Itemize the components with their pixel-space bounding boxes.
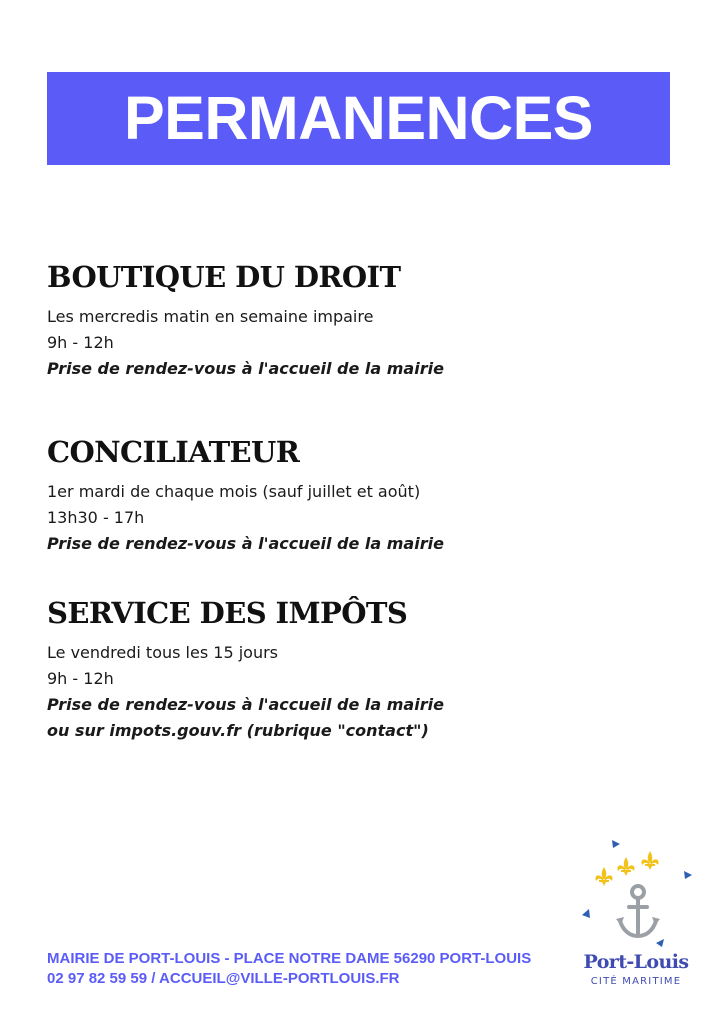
section-boutique-du-droit (47, 260, 687, 382)
schedule-days: Les mercredis matin en semaine impaire (47, 307, 374, 326)
schedule-hours: 9h - 12h (47, 669, 114, 688)
anchor-fleur-de-lis-icon (580, 835, 700, 950)
logo-name: Port-Louis (583, 951, 689, 973)
section-title: SERVICE DES IMPÔTS (47, 596, 408, 630)
section-title: BOUTIQUE DU DROIT (47, 260, 401, 294)
footer-address: MAIRIE DE PORT-LOUIS - PLACE NOTRE DAME 56290 PORT-LOUIS (47, 950, 532, 967)
section-conciliateur (47, 435, 687, 557)
title-banner (47, 72, 670, 165)
appointment-note: Prise de rendez-vous à l'accueil de la mairie (47, 359, 444, 378)
section-title: CONCILIATEUR (47, 435, 300, 469)
logo-subtitle: CITÉ MARITIME (590, 976, 682, 987)
appointment-note: Prise de rendez-vous à l'accueil de la mairie (47, 534, 444, 553)
section-service-des-impots (47, 596, 687, 744)
footer-contact (47, 949, 531, 989)
footer-phone-email: 02 97 82 59 59 / ACCUEIL@VILLE-PORTLOUIS.FR (47, 970, 400, 987)
appointment-note-online: ou sur impots.gouv.fr (rubrique "contact") (47, 721, 429, 740)
page-title: PERMANENCES (123, 84, 593, 152)
schedule-hours: 13h30 - 17h (47, 508, 145, 527)
schedule-days: Le vendredi tous les 15 jours (47, 643, 278, 662)
appointment-note: Prise de rendez-vous à l'accueil de la mairie (47, 695, 444, 714)
port-louis-logo (580, 835, 700, 995)
schedule-days: 1er mardi de chaque mois (sauf juillet et août) (47, 482, 421, 501)
schedule-hours: 9h - 12h (47, 333, 114, 352)
